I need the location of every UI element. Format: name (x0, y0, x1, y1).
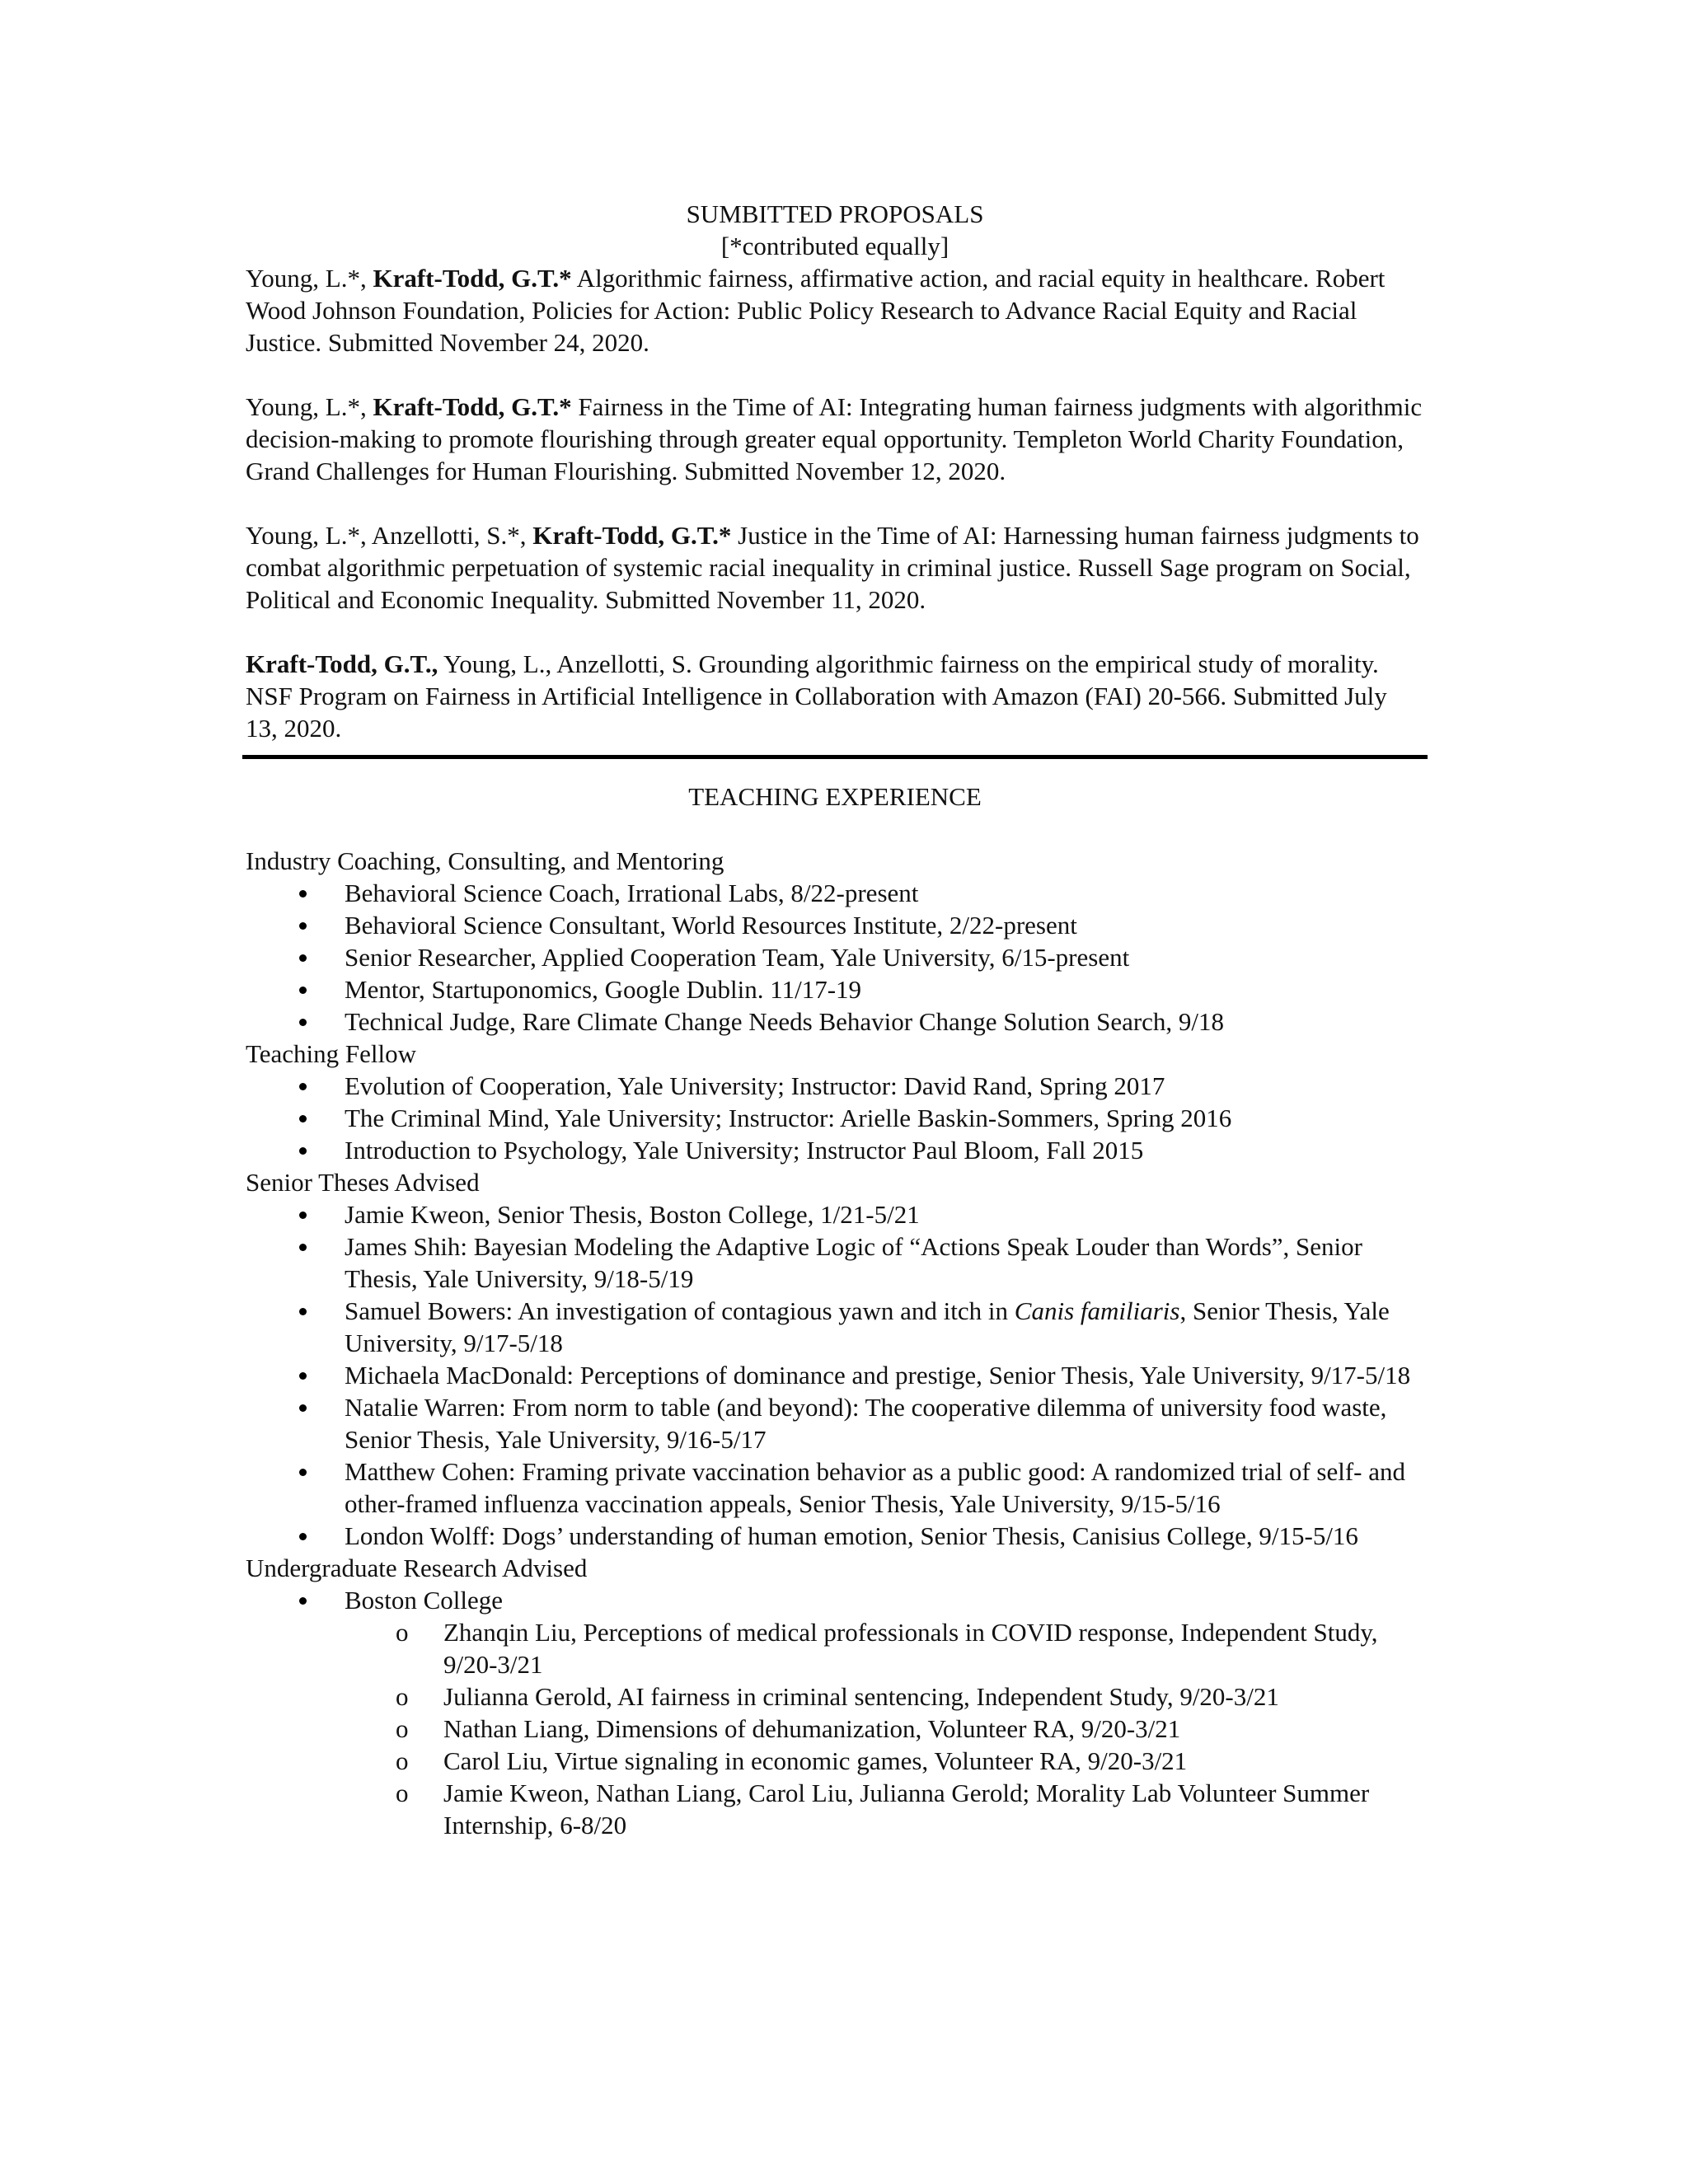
proposal-details: Algorithmic fairness, affirmative action, and racial equity in healthcare. Robert Wood Johnson Foundation, Policies for Action: Public Policy Research to Advance Racial Equity and Racial Justice. Submitted November 24, 2020. (246, 264, 1386, 357)
proposal-details: Young, L., Anzellotti, S. Grounding algorithmic fairness on the empirical study of morality. NSF Program on Fairness in Artificial Intelligence in Collaboration with Amazon (FAI) 20-566. Submitted July 13, 2020. (246, 649, 1387, 743)
thesis-text: , Senior Thesis, Yale University, 9/17-5/18 (345, 1296, 1390, 1357)
teaching-title: TEACHING EXPERIENCE (688, 782, 982, 811)
proposal-details: Justice in the Time of AI: Harnessing human fairness judgments to combat algorithmic perpetuation of systemic racial inequality in criminal justice. Russell Sage program on Social, Political and Economic Inequality. Submitted November 11, 2020. (246, 521, 1419, 614)
sub-list-item: o Julianna Gerold, AI fairness in criminal sentencing, Independent Study, 9/20-3/21 (443, 1680, 1424, 1713)
thesis-text: Samuel Bowers: An investigation of contagious yawn and itch in (345, 1296, 1015, 1325)
undergrad-category-label: Undergraduate Research Advised (246, 1554, 588, 1582)
list-item: Evolution of Cooperation, Yale University; Instructor: David Rand, Spring 2017 (345, 1070, 1424, 1102)
undergrad-list (246, 1584, 1424, 1841)
undergrad-sublist (345, 1616, 1424, 1841)
sub-list-item: o Carol Liu, Virtue signaling in economic games, Volunteer RA, 9/20-3/21 (443, 1745, 1424, 1777)
list-item (345, 1295, 1424, 1359)
proposals-title: SUMBITTED PROPOSALS (686, 199, 984, 228)
teaching-fellow-list (246, 1070, 1424, 1166)
proposal-highlight-author: Kraft-Todd, G.T., (246, 649, 438, 678)
list-item (345, 1584, 1424, 1841)
list-item: Introduction to Psychology, Yale University; Instructor Paul Bloom, Fall 2015 (345, 1134, 1424, 1166)
list-item: Behavioral Science Consultant, World Resources Institute, 2/22-present (345, 909, 1424, 941)
proposal-authors: Young, L.*, Anzellotti, S.*, (246, 521, 533, 550)
theses-category-label: Senior Theses Advised (246, 1168, 480, 1197)
proposal-highlight-author: Kraft-Todd, G.T.* (373, 264, 572, 293)
page-content (246, 198, 1424, 1841)
proposal-item (246, 391, 1424, 487)
list-item: Behavioral Science Coach, Irrational Labs, 8/22-present (345, 877, 1424, 909)
industry-category-label: Industry Coaching, Consulting, and Mentoring (246, 846, 724, 875)
list-item: The Criminal Mind, Yale University; Instructor: Arielle Baskin-Sommers, Spring 2016 (345, 1102, 1424, 1134)
proposal-details: Fairness in the Time of AI: Integrating human fairness judgments with algorithmic decision-making to promote flourishing through greater equal opportunity. Templeton World Charity Foundation, Grand Challenges for Human Flourishing. Submitted November 12, 2020. (246, 392, 1423, 485)
list-item: Jamie Kweon, Senior Thesis, Boston College, 1/21-5/21 (345, 1198, 1424, 1230)
proposal-item (246, 519, 1424, 616)
proposal-authors: Young, L.*, (246, 392, 373, 421)
proposal-item (246, 262, 1424, 359)
institution-label: Boston College (345, 1586, 504, 1615)
proposal-item (246, 648, 1424, 744)
teaching-section (246, 780, 1424, 1841)
proposals-subtitle: [*contributed equally] (720, 232, 950, 260)
list-item: Natalie Warren: From norm to table (and beyond): The cooperative dilemma of university food waste, Senior Thesis, Yale University, 9/16-5/17 (345, 1391, 1424, 1455)
species-name: Canis familiaris (1014, 1296, 1180, 1325)
section-divider (242, 755, 1428, 759)
teaching-fellow-category-label: Teaching Fellow (246, 1039, 417, 1068)
list-item: Michaela MacDonald: Perceptions of dominance and prestige, Senior Thesis, Yale University, 9/17-5/18 (345, 1359, 1424, 1391)
list-item: London Wolff: Dogs’ understanding of human emotion, Senior Thesis, Canisius College, 9/15-5/16 (345, 1520, 1424, 1552)
proposal-highlight-author: Kraft-Todd, G.T.* (532, 521, 732, 550)
list-item: James Shih: Bayesian Modeling the Adaptive Logic of “Actions Speak Louder than Words”, Senior Thesis, Yale University, 9/18-5/19 (345, 1230, 1424, 1295)
sub-list-item: o Nathan Liang, Dimensions of dehumanization, Volunteer RA, 9/20-3/21 (443, 1713, 1424, 1745)
sub-list-item: o Zhanqin Liu, Perceptions of medical professionals in COVID response, Independent Study, 9/20-3/21 (443, 1616, 1424, 1680)
industry-list (246, 877, 1424, 1038)
list-item: Technical Judge, Rare Climate Change Needs Behavior Change Solution Search, 9/18 (345, 1005, 1424, 1038)
proposals-section (246, 198, 1424, 744)
proposal-authors: Young, L.*, (246, 264, 373, 293)
list-item: Mentor, Startuponomics, Google Dublin. 11/17-19 (345, 973, 1424, 1005)
sub-list-item: o Jamie Kweon, Nathan Liang, Carol Liu, Julianna Gerold; Morality Lab Volunteer Summer Internship, 6-8/20 (443, 1777, 1424, 1841)
theses-list (246, 1198, 1424, 1552)
list-item: Senior Researcher, Applied Cooperation Team, Yale University, 6/15-present (345, 941, 1424, 973)
list-item: Matthew Cohen: Framing private vaccination behavior as a public good: A randomized trial of self- and other-framed influenza vaccination appeals, Senior Thesis, Yale University, 9/15-5/16 (345, 1455, 1424, 1520)
proposal-highlight-author: Kraft-Todd, G.T.* (373, 392, 572, 421)
